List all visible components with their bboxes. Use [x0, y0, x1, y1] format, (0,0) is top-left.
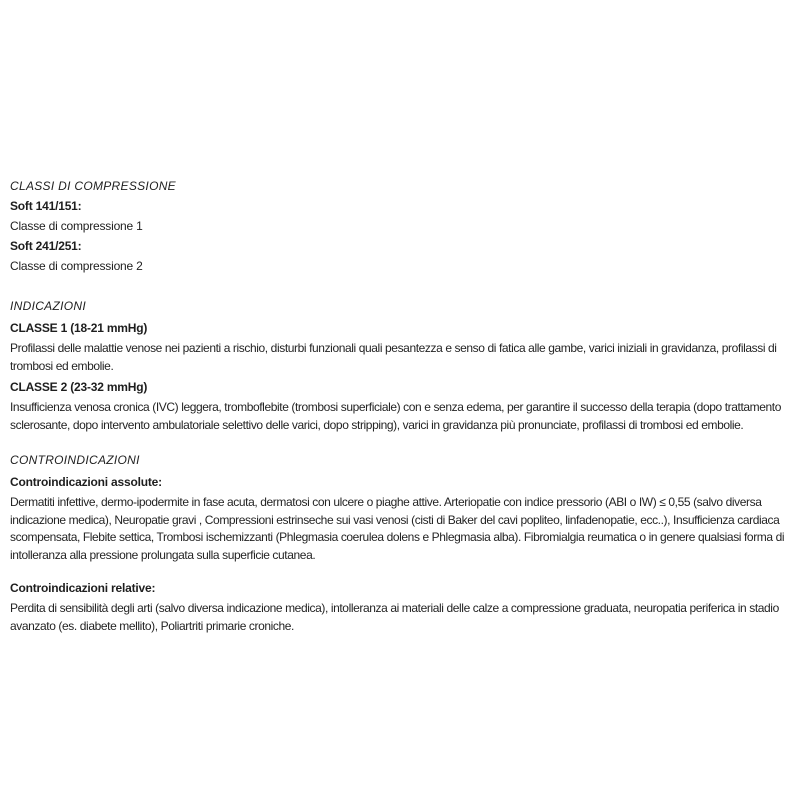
contraindications-relative-description: Perdita di sensibilità degli arti (salvo diversa indicazione medica), intolleranza ai materiali delle calze a compressione graduata, neuropatia periferica in stadio avanzato (es. diabete mellito), Poliartriti primarie croniche. [10, 601, 779, 633]
document-body [10, 176, 790, 635]
indication-entry-class-1 [10, 318, 790, 375]
class-2-heading: CLASSE 2 (23-32 mmHg) [10, 380, 148, 394]
product-variant-label: Soft 241/251: [10, 239, 82, 253]
class-1-description: Profilassi delle malattie venose nei pazienti a rischio, disturbi funzionali quali pesantezza e senso di fatica alle gambe, varici iniziali in gravidanza, profilassi di trombosi ed embolie. [10, 341, 777, 373]
compression-class-value: Classe di compressione 1 [10, 219, 143, 233]
section-title-contraindications: CONTROINDICAZIONI [10, 453, 140, 467]
contraindications-absolute-heading: Controindicazioni assolute: [10, 475, 162, 489]
section-title-indications: INDICAZIONI [10, 299, 86, 313]
section-indications [10, 296, 790, 434]
compression-class-value: Classe di compressione 2 [10, 259, 143, 273]
section-contraindications [10, 450, 790, 635]
class-1-heading: CLASSE 1 (18-21 mmHg) [10, 321, 148, 335]
section-title-compression-classes: CLASSI DI COMPRESSIONE [10, 179, 176, 193]
class-2-description: Insufficienza venosa cronica (IVC) leggera, tromboflebite (trombosi superficiale) con e senza edema, per garantire il successo della terapia (dopo trattamento sclerosante, dopo intervento ambulatoriale selettivo delle varici, dopo stripping), varici in gravidanza più pronunciate, profilassi di trombosi ed embolie. [10, 400, 782, 432]
section-compression-classes [10, 176, 790, 276]
product-variant-label: Soft 141/151: [10, 199, 82, 213]
contraindications-relative-heading: Controindicazioni relative: [10, 581, 156, 595]
contraindications-absolute-description: Dermatiti infettive, dermo-ipodermite in fase acuta, dermatosi con ulcere o piaghe attive. Arteriopatie con indice pressorio (ABI o IW) ≤ 0,55 (salvo diversa indicazione medica), Neuropatie gravi , Compressioni estrinseche sui vasi venosi (cisti di Baker del cavi popliteo, linfadenopatie, ecc..), Insufficienza cardiaca scompensata, Flebite settica, Trombosi ischemizzanti (Phlegmasia coerulea dolens e Phlegmasia alba). Fibromialgia reumatica o in genere qualsiasi forma di intolleranza alla pressione prolungata sulla superficie cutanea. [10, 495, 785, 562]
indication-entry-class-2 [10, 377, 790, 434]
contraindications-relative-entry [10, 578, 790, 635]
contraindications-absolute-entry [10, 472, 790, 564]
